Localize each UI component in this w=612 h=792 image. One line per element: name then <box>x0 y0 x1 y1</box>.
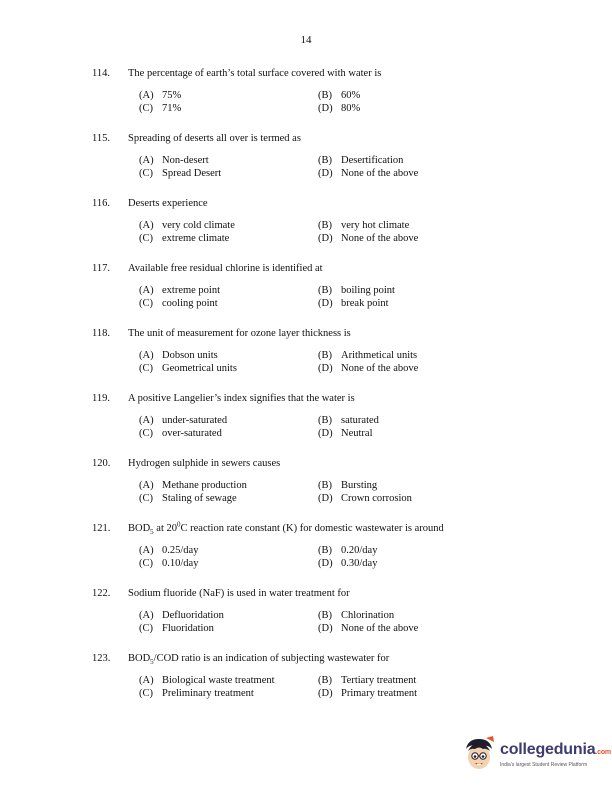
question-number: 114. <box>92 68 110 79</box>
option-c: (C) extreme climate <box>139 232 230 244</box>
question-number: 115. <box>92 133 110 144</box>
option-a: (A) Defluoridation <box>139 610 224 621</box>
logo-tagline: India's largest Student Review Platform <box>500 761 588 768</box>
option-b: (B) 60% <box>318 90 361 101</box>
option-d: (D) Primary treatment <box>318 687 418 699</box>
option-c: (C) Spread Desert <box>139 167 222 179</box>
question-114 <box>92 68 532 116</box>
question-text: Spreading of deserts all over is termed as <box>128 133 301 144</box>
question-text: A positive Langelier’s index signifies that the water is <box>128 393 355 404</box>
question-number: 123. <box>92 653 111 664</box>
option-c: (C) 0.10/day <box>139 557 199 569</box>
option-a: (A) under-saturated <box>139 415 228 426</box>
question-number: 120. <box>92 458 111 469</box>
option-d: (D) None of the above <box>318 167 419 179</box>
question-text: The percentage of earth’s total surface covered with water is <box>128 68 382 79</box>
option-b: (B) saturated <box>318 415 379 426</box>
option-a: (A) 75% <box>139 90 182 101</box>
collegedunia-logo[interactable] <box>462 734 612 774</box>
option-c: (C) Staling of sewage <box>139 492 237 504</box>
question-text: Sodium fluoride (NaF) is used in water treatment for <box>128 588 350 599</box>
logo-name: collegedunia.com <box>500 740 611 758</box>
question-text: $BOD_5$/COD ratio is an indication of subjecting wastewater for <box>128 653 390 667</box>
option-d: (D) None of the above <box>318 362 419 374</box>
question-115 <box>92 133 532 181</box>
question-number: 121. <box>92 523 111 534</box>
option-b: (B) Bursting <box>318 480 378 491</box>
option-c: (C) Preliminary treatment <box>139 687 254 699</box>
option-d: (D) None of the above <box>318 232 419 244</box>
question-number: 118. <box>92 328 110 339</box>
question-116 <box>92 198 532 246</box>
option-d: (D) break point <box>318 297 389 309</box>
option-a: (A) Non-desert <box>139 155 209 166</box>
question-number: 117. <box>92 263 110 274</box>
option-b: (B) Chlorination <box>318 610 395 621</box>
option-c: (C) Geometrical units <box>139 362 237 374</box>
question-122 <box>92 588 532 636</box>
option-b: (B) 0.20/day <box>318 545 378 556</box>
question-119 <box>92 393 532 441</box>
option-c: (C) 71% <box>139 102 182 114</box>
option-b: (B) Tertiary treatment <box>318 675 417 686</box>
question-117 <box>92 263 532 311</box>
option-d: (D) 80% <box>318 102 361 114</box>
question-number: 119. <box>92 393 110 404</box>
question-text: The unit of measurement for ozone layer thickness is <box>128 328 351 339</box>
question-123 <box>92 653 532 701</box>
option-a: (A) extreme point <box>139 285 221 296</box>
question-121 <box>92 520 532 571</box>
option-a: (A) Biological waste treatment <box>139 675 275 686</box>
question-text: Deserts experience <box>128 198 208 209</box>
option-b: (B) boiling point <box>318 285 395 296</box>
option-a: (A) 0.25/day <box>139 545 199 556</box>
option-d: (D) Neutral <box>318 427 373 439</box>
mascot-face-icon <box>462 735 496 773</box>
question-text: Available free residual chlorine is identified at <box>128 263 323 274</box>
option-d: (D) Crown corrosion <box>318 492 412 504</box>
option-b: (B) very hot climate <box>318 220 410 231</box>
question-120 <box>92 458 532 506</box>
option-a: (A) Methane production <box>139 480 247 491</box>
option-b: (B) Desertification <box>318 155 404 166</box>
question-number: 122. <box>92 588 111 599</box>
option-b: (B) Arithmetical units <box>318 350 418 361</box>
option-c: (C) cooling point <box>139 297 218 309</box>
page-number: 14 <box>300 34 312 46</box>
option-a: (A) Dobson units <box>139 350 218 361</box>
question-number: 116. <box>92 198 110 209</box>
option-a: (A) very cold climate <box>139 220 235 231</box>
question-text: $BOD_5$ at $20^0C$ reaction rate constant (K) for domestic wastewater is around <box>128 520 444 537</box>
option-c: (C) Fluoridation <box>139 622 214 634</box>
option-c: (C) over-saturated <box>139 427 222 439</box>
option-d: (D) 0.30/day <box>318 557 378 569</box>
option-d: (D) None of the above <box>318 622 419 634</box>
question-text: Hydrogen sulphide in sewers causes <box>128 458 281 469</box>
question-118 <box>92 328 532 376</box>
